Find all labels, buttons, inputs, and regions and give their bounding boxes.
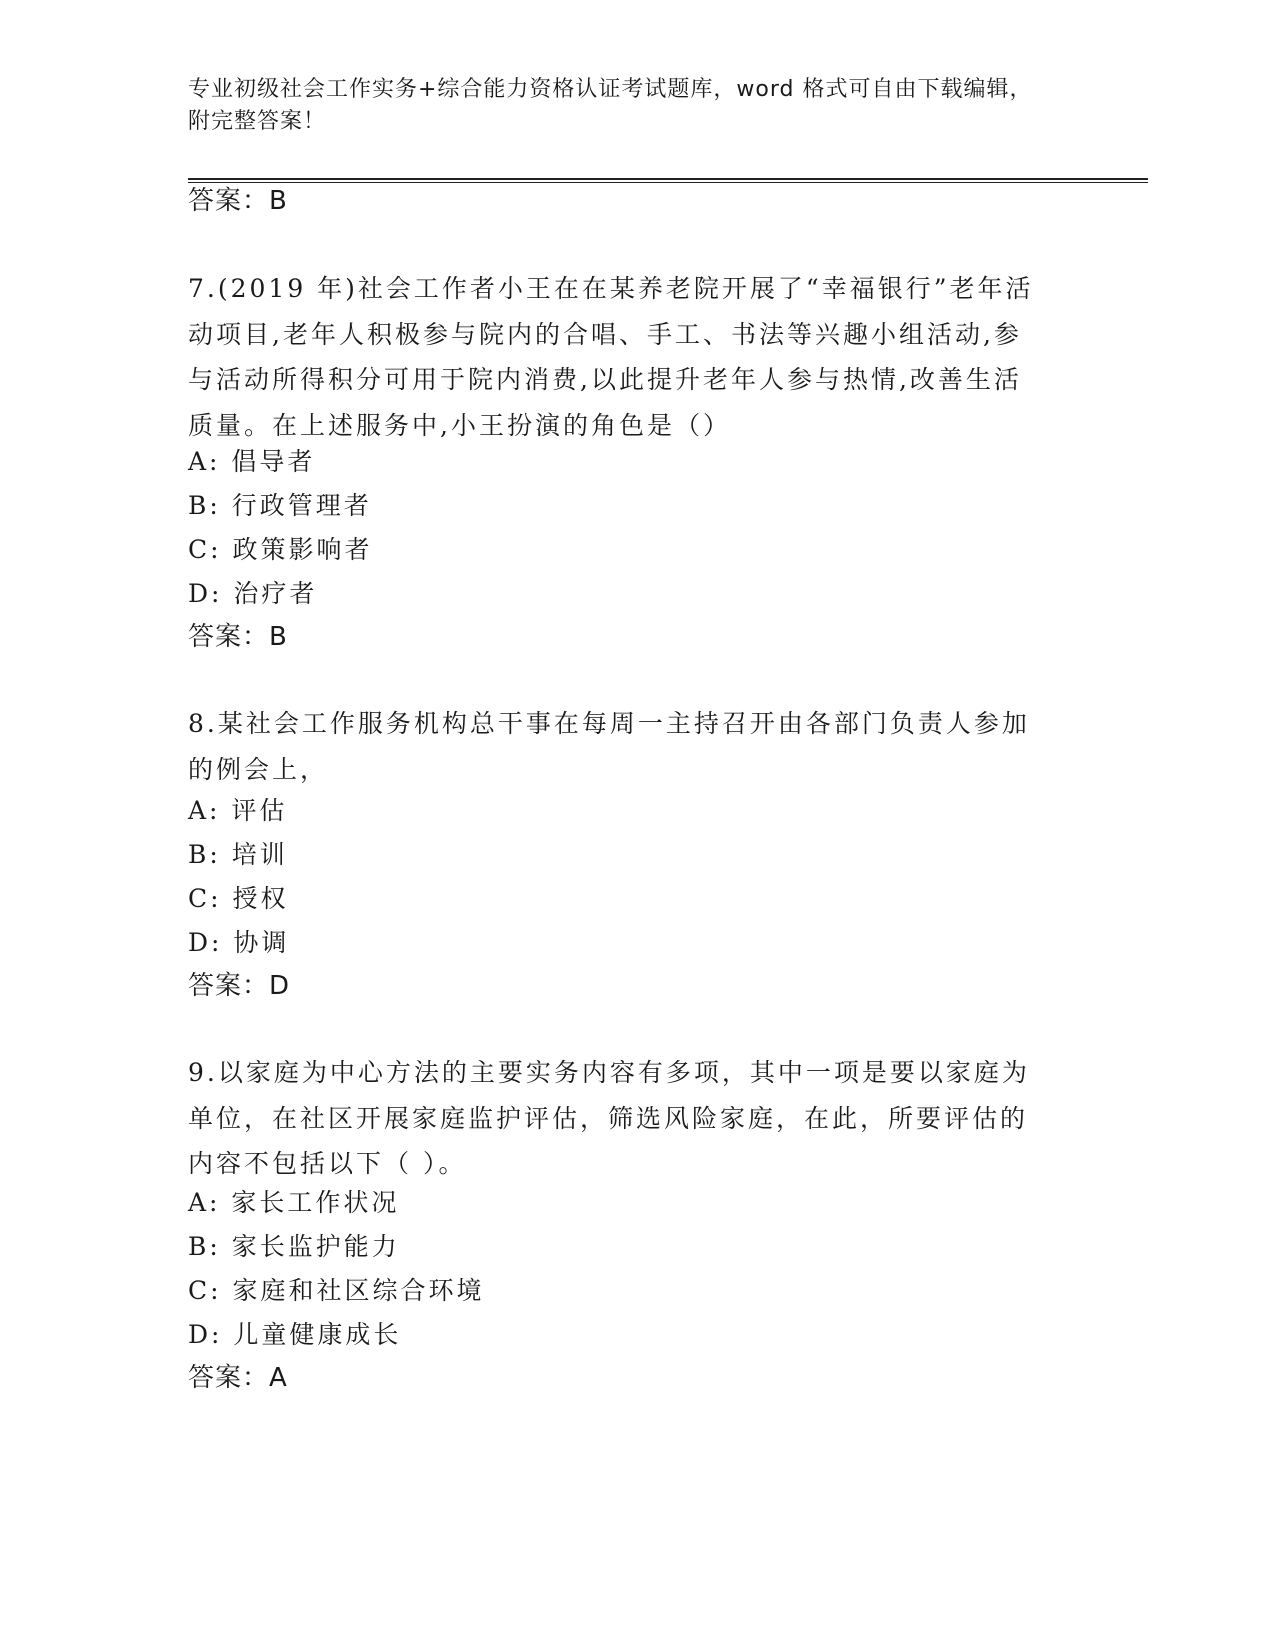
document-header: 专业初级社会工作实务+综合能力资格认证考试题库，word 格式可自由下载编辑， 附完整答案！ bbox=[188, 77, 1033, 134]
answer-line: 答案：B bbox=[188, 186, 288, 216]
question-stem: 8.某社会工作服务机构总干事在每周一主持召开由各部门负责人参加 的例会上， bbox=[188, 709, 1030, 784]
header-rule-thick bbox=[188, 178, 1148, 180]
option-b: B: 家长监护能力 bbox=[188, 1232, 400, 1261]
option-c: C: 政策影响者 bbox=[188, 535, 373, 564]
header-rule-thin bbox=[188, 182, 1148, 183]
question-stem: 9.以家庭为中心方法的主要实务内容有多项，其中一项是要以家庭为 单位，在社区开展家庭监护评估，筛选风险家庭，在此，所要评估的 内容不包括以下（ ）。 bbox=[188, 1058, 1030, 1178]
answer-line: 答案：A bbox=[188, 1363, 288, 1393]
option-a: A: 倡导者 bbox=[188, 447, 316, 476]
option-b: B: 行政管理者 bbox=[188, 491, 372, 520]
answer-line: 答案：B bbox=[188, 622, 288, 652]
option-d: D: 治疗者 bbox=[188, 579, 318, 608]
option-d: D: 协调 bbox=[188, 928, 290, 957]
option-b: B: 培训 bbox=[188, 840, 288, 869]
option-c: C: 家庭和社区综合环境 bbox=[188, 1276, 485, 1305]
question-stem: 7.(2019 年)社会工作者小王在在某养老院开展了“幸福银行”老年活 动项目,老年人积极参与院内的合唱、手工、书法等兴趣小组活动,参 与活动所得积分可用于院内消费,以此提升老年人参与热情,改善生活 质量。在上述服务中,小王扮演的角色是（） bbox=[188, 274, 1034, 440]
option-d: D: 儿童健康成长 bbox=[188, 1320, 402, 1349]
option-a: A: 评估 bbox=[188, 796, 288, 825]
answer-line: 答案：D bbox=[188, 971, 291, 1001]
option-c: C: 授权 bbox=[188, 884, 289, 913]
option-a: A: 家长工作状况 bbox=[188, 1188, 400, 1217]
